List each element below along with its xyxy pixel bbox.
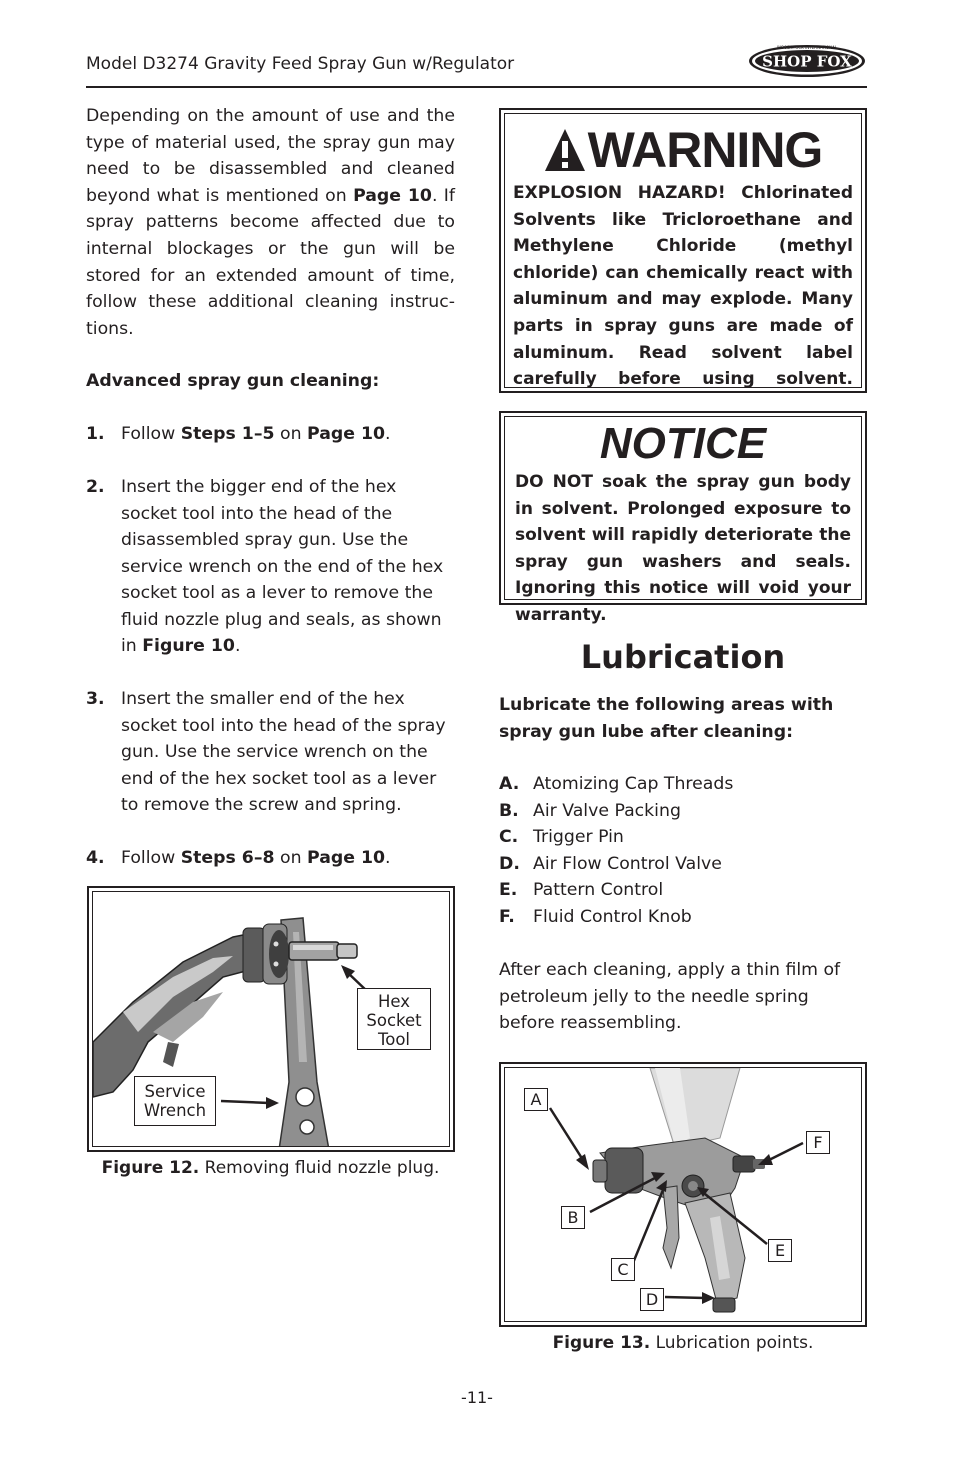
warning-box bbox=[499, 108, 867, 393]
figure-12-frame bbox=[87, 886, 455, 1152]
lubrication-intro: Lubricate the following areas with spray gun lube after cleaning: bbox=[499, 695, 834, 742]
notice-text: DO NOT soak the spray gun body in solvent. Prolonged exposure to solvent will rapidly deteriorate the spray gun washers and seals. Ignoring this notice will void your warranty. bbox=[515, 472, 851, 625]
lubrication-list bbox=[499, 771, 859, 931]
label-c: C bbox=[611, 1258, 635, 1281]
list-item: B. Air Valve Packing bbox=[499, 800, 681, 821]
label-f: F bbox=[806, 1131, 830, 1154]
notice-title: NOTICE bbox=[599, 419, 767, 468]
warning-header bbox=[513, 118, 853, 182]
list-item: C. Trigger Pin bbox=[499, 827, 624, 848]
list-item: D. Air Flow Control Valve bbox=[499, 853, 722, 874]
header-title: Model D3274 Gravity Feed Spray Gun w/Regulator bbox=[86, 54, 515, 74]
list-item: F. Fluid Control Knob bbox=[499, 906, 692, 927]
header-divider bbox=[86, 86, 867, 88]
step-3: 3. Insert the smaller end of the hex socket tool into the head of the spray gun. Use the service wrench on the end of the hex socket tool as a lever to remove the screw and spring. bbox=[86, 689, 446, 815]
notice-box bbox=[499, 411, 867, 625]
label-b: B bbox=[561, 1206, 585, 1229]
logo-small-text: WOODSTOCK INTERNATIONAL bbox=[776, 45, 838, 50]
page-number: -11- bbox=[461, 1388, 493, 1407]
step-1: 1. Follow Steps 1–5 on Page 10. bbox=[86, 424, 391, 444]
callout-hex-socket-tool: Hex Socket Tool bbox=[357, 988, 431, 1050]
figure-13-caption: Figure 13. Lubrication points. bbox=[552, 1333, 814, 1353]
logo-text: SHOP FOX bbox=[762, 52, 852, 71]
shop-fox-logo bbox=[748, 40, 866, 78]
advanced-cleaning-subheading: Advanced spray gun cleaning: bbox=[86, 371, 380, 391]
warning-text: EXPLOSION HAZARD! Chlorinated Solvents like Tricloroethane and Methylene Chloride (methyl chloride) can chemically react with aluminum and may explode. Many parts in spray guns are made of aluminum. Read solvent label carefully before using solvent. bbox=[513, 183, 853, 390]
callout-service-wrench: Service Wrench bbox=[134, 1076, 216, 1126]
warning-triangle-icon bbox=[544, 128, 586, 172]
lubrication-after-paragraph: After each cleaning, apply a thin film of petroleum jelly to the needle spring before reassembling. bbox=[499, 960, 841, 1034]
figure-13-photo bbox=[505, 1068, 862, 1322]
list-item: A. Atomizing Cap Threads bbox=[499, 774, 734, 794]
step-2: 2. Insert the bigger end of the hex socket tool into the head of the disassembled spray gun. Use the service wrench on the end of the hex socket tool as a lever to remove the fluid nozzle plug and seals, as shown in Figure 10. bbox=[86, 477, 444, 656]
figure-13-frame bbox=[499, 1062, 867, 1327]
figure-12-caption: Figure 12. Removing fluid nozzle plug. bbox=[101, 1158, 440, 1178]
list-item: E. Pattern Control bbox=[499, 880, 664, 901]
label-e: E bbox=[768, 1239, 792, 1262]
step-4: 4. Follow Steps 6–8 on Page 10. bbox=[86, 848, 391, 868]
label-d: D bbox=[640, 1288, 664, 1311]
intro-paragraph: Depending on the amount of use and the type of material used, the spray gun may need to be disassembled and cleaned beyond what is mentioned on Page 10. If spray patterns become affected due to internal blockages or the gun will be stored for an extended amount of time, follow these additional cleaning instructions. bbox=[86, 106, 455, 339]
lubrication-heading: Lubrication bbox=[580, 638, 786, 676]
label-a: A bbox=[524, 1088, 548, 1111]
warning-title: WARNING bbox=[587, 122, 823, 178]
